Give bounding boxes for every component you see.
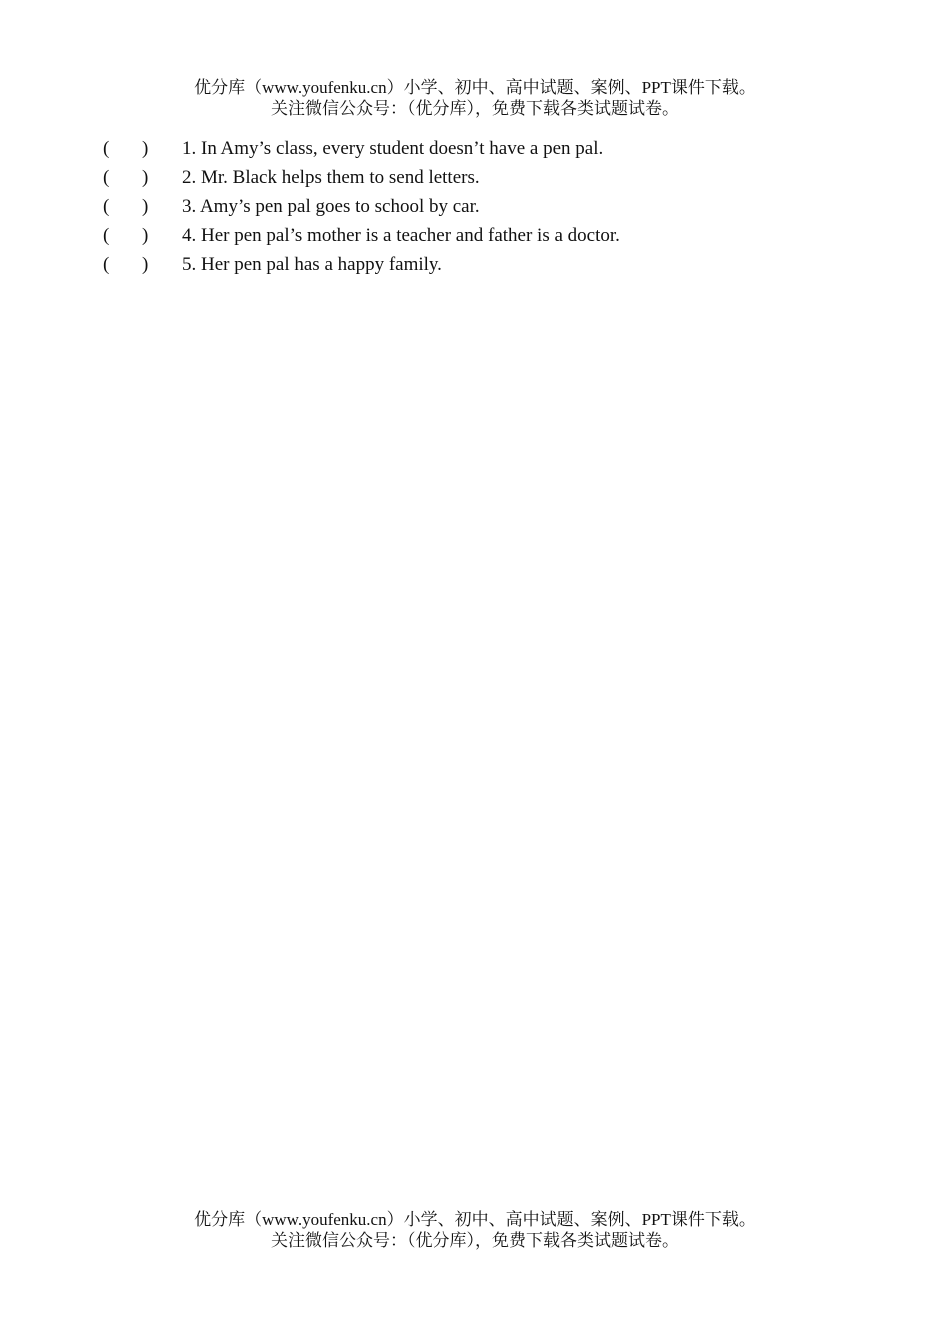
question-row [0,163,950,192]
header-line-2: 关注微信公众号：（优分库），免费下载各类试题试卷。 [271,99,679,118]
footer-line-2: 关注微信公众号：（优分库），免费下载各类试题试卷。 [271,1231,679,1250]
page-footer [0,1209,950,1251]
question-row [0,221,950,250]
answer-blank-open: ( [103,167,110,188]
answer-blank-close: ) [142,196,149,217]
question-row [0,134,950,163]
question-text: 2. Mr. Black helps them to send letters. [182,167,480,188]
question-text: 4. Her pen pal’s mother is a teacher and father is a doctor. [182,225,620,246]
question-row [0,192,950,221]
answer-blank-close: ) [142,138,149,159]
answer-blank-open: ( [103,196,110,217]
answer-blank-close: ) [142,254,149,275]
page-header [0,77,950,119]
header-line-1: 优分库（www.youfenku.cn）小学、初中、高中试题、案例、PPT课件下载。 [194,78,756,97]
answer-blank-open: ( [103,138,110,159]
footer-line-1: 优分库（www.youfenku.cn）小学、初中、高中试题、案例、PPT课件下载。 [194,1210,756,1229]
question-row [0,250,950,279]
answer-blank-open: ( [103,254,110,275]
question-text: 1. In Amy’s class, every student doesn’t have a pen pal. [182,138,604,159]
answer-blank-close: ) [142,167,149,188]
answer-blank-close: ) [142,225,149,246]
answer-blank-open: ( [103,225,110,246]
question-text: 3. Amy’s pen pal goes to school by car. [182,196,480,217]
question-text: 5. Her pen pal has a happy family. [182,254,442,275]
question-list [0,134,950,279]
